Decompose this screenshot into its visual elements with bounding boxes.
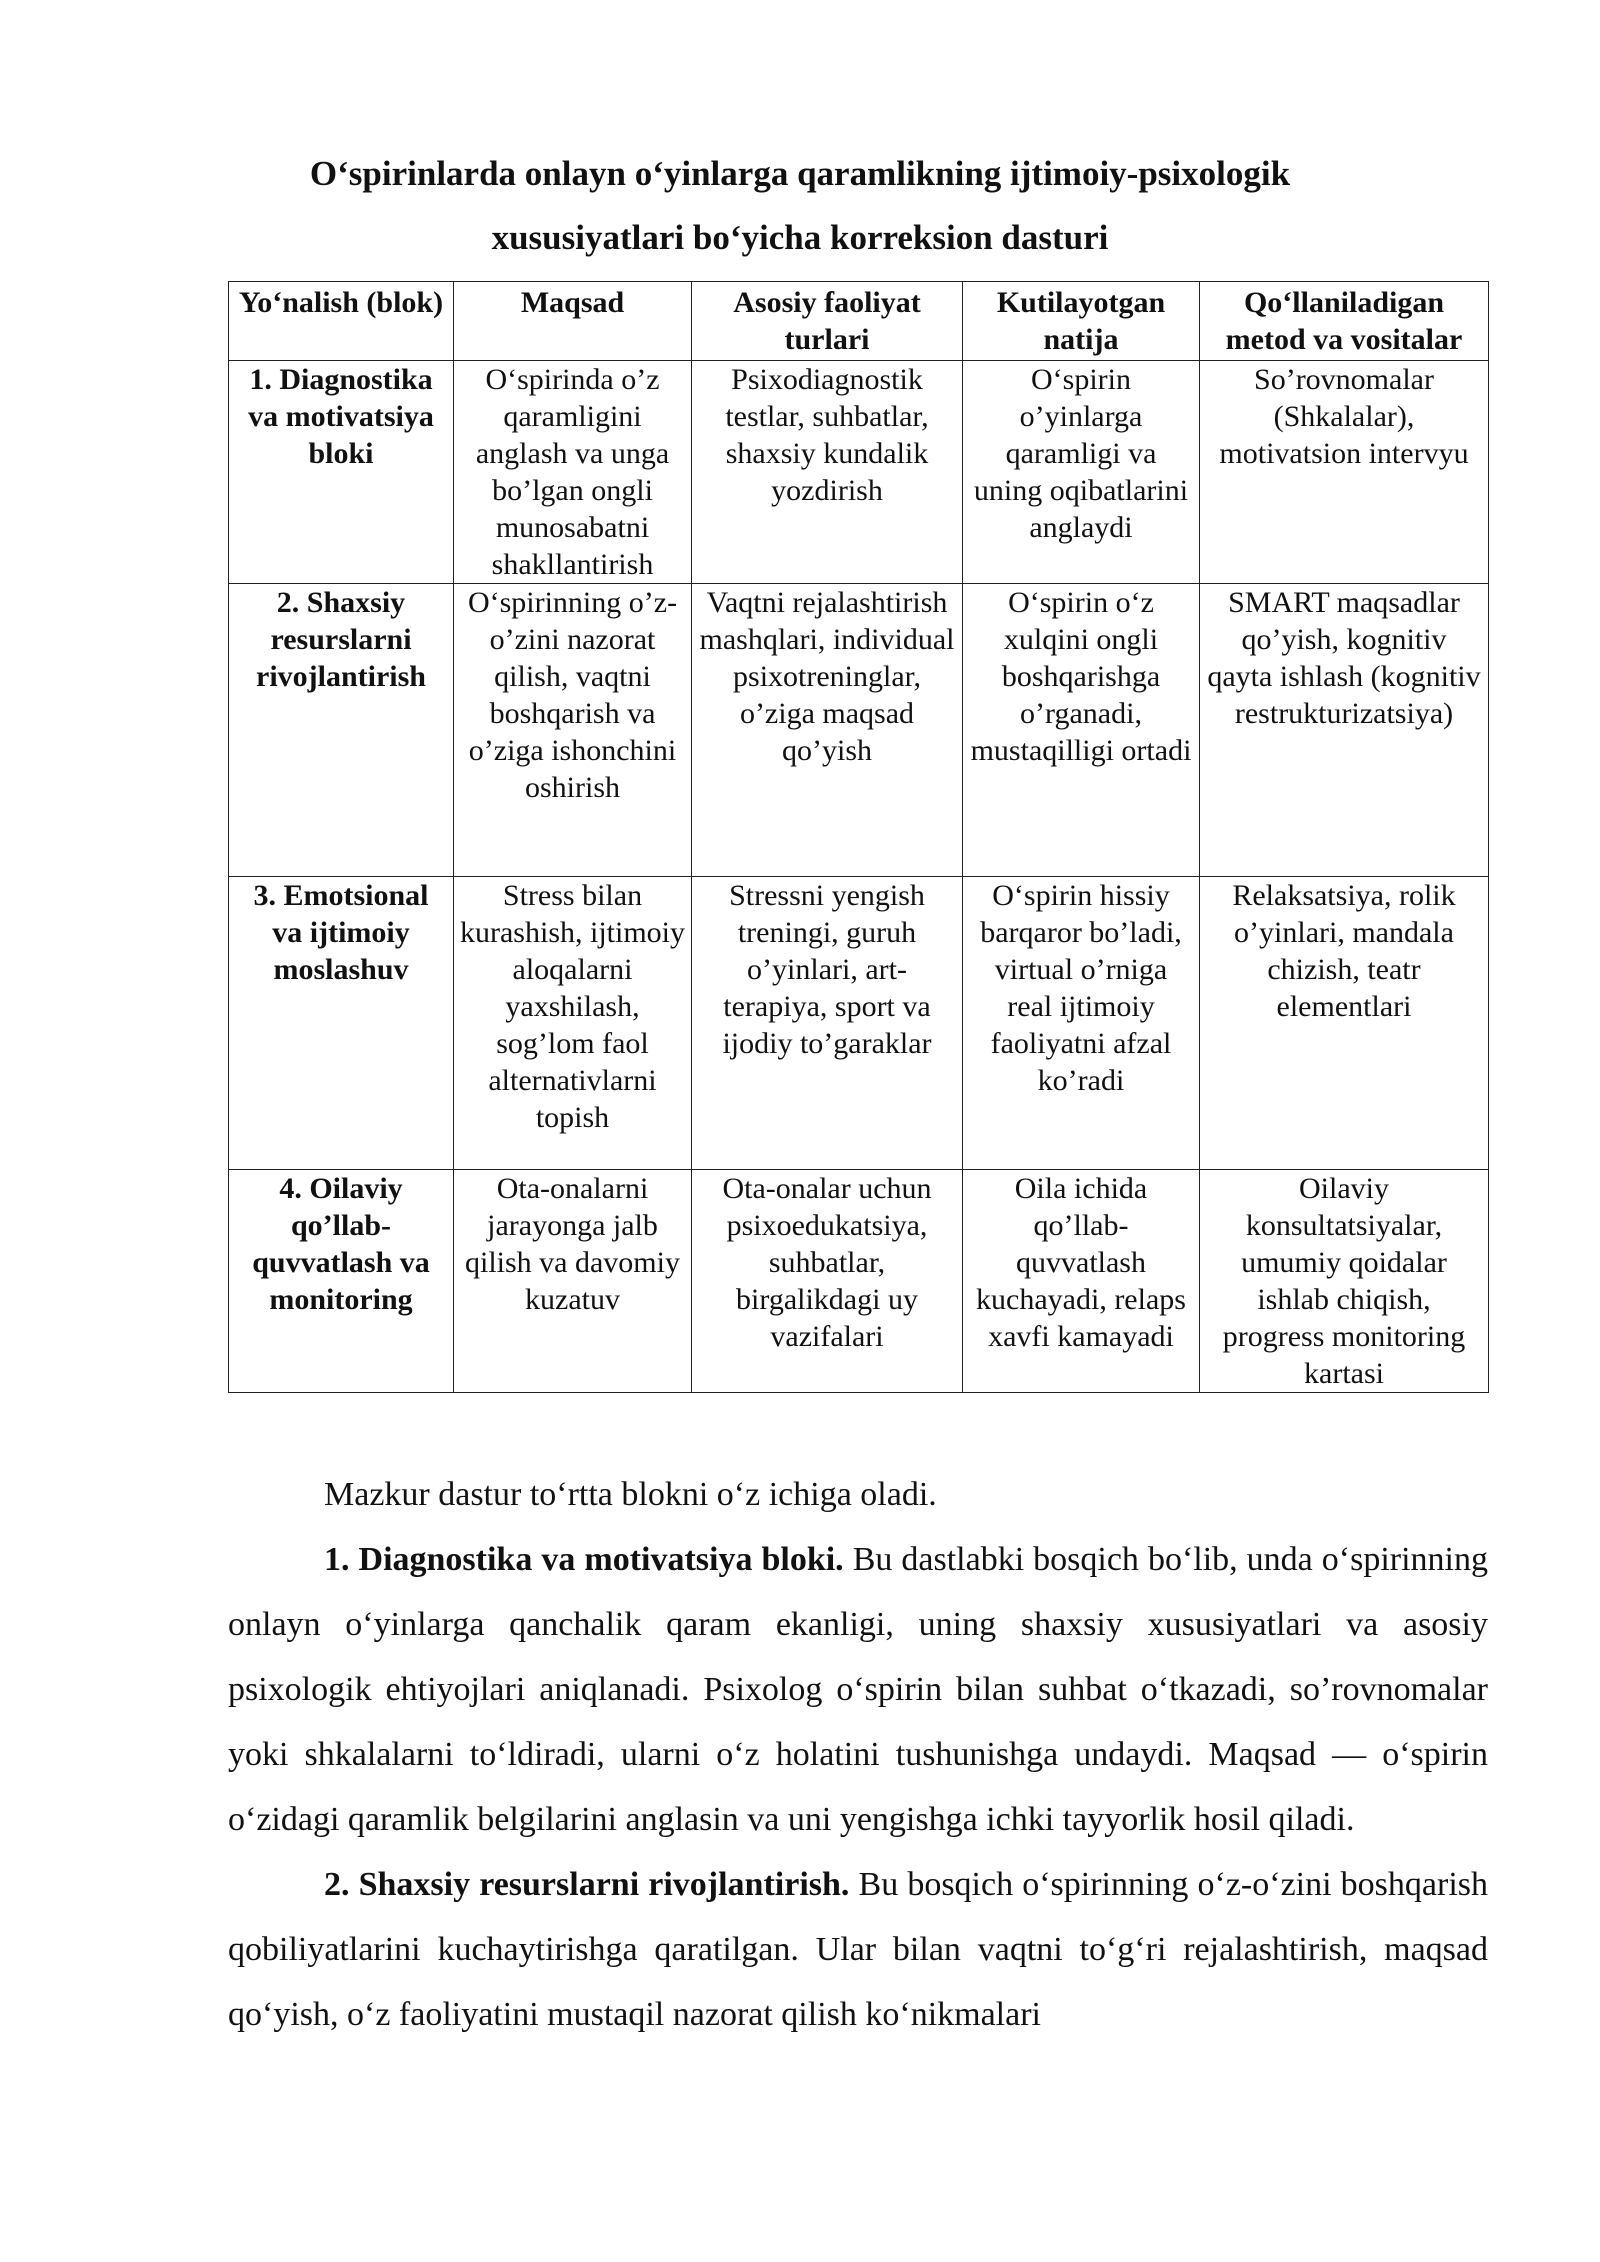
table-row bbox=[229, 1170, 1489, 1393]
body-text bbox=[228, 1462, 1488, 2047]
cell-block: 4. Oilaviy qo’llab-quvvatlash va monitoring bbox=[229, 1170, 454, 1393]
cell-goal: Stress bilan kurashish, ijtimoiy aloqalarni yaxshilash, sog’lom faol alternativlarni topish bbox=[454, 877, 692, 1170]
block-1-heading: 1. Diagnostika va motivatsiya bloki. bbox=[324, 1541, 844, 1578]
header-activities: Asosiy faoliyat turlari bbox=[692, 282, 963, 361]
title-line-1: O‘spirinlarda onlayn o‘yinlarga qaramlikning ijtimoiy-psixologik bbox=[309, 154, 1291, 193]
cell-goal: O‘spirinda o’z qaramligini anglash va unga bo’lgan ongli munosabatni shakllantirish bbox=[454, 361, 692, 584]
program-table bbox=[228, 281, 1489, 1393]
cell-block: 2. Shaxsiy resurslarni rivojlantirish bbox=[229, 584, 454, 877]
cell-activities: Ota-onalar uchun psixoedukatsiya, suhbatlar, birgalikdagi uy vazifalari bbox=[692, 1170, 963, 1393]
cell-goal: O‘spirinning o’z-o’zini nazorat qilish, vaqtni boshqarish va o’ziga ishonchini oshirish bbox=[454, 584, 692, 877]
cell-block: 1. Diagnostika va motivatsiya bloki bbox=[229, 361, 454, 584]
cell-result: O‘spirin hissiy barqaror bo’ladi, virtual o’rniga real ijtimoiy faoliyatni afzal ko’radi bbox=[963, 877, 1200, 1170]
cell-result: O‘spirin o‘z xulqini ongli boshqarishga o’rganadi, mustaqilligi ortadi bbox=[963, 584, 1200, 877]
table-row bbox=[229, 361, 1489, 584]
paragraph-intro bbox=[228, 1462, 1488, 1527]
cell-activities: Vaqtni rejalashtirish mashqlari, individual psixotreninglar, o’ziga maqsad qo’yish bbox=[692, 584, 963, 877]
cell-activities: Stressni yengish treningi, guruh o’yinlari, art-terapiya, sport va ijodiy to’garaklar bbox=[692, 877, 963, 1170]
block-1-text: Bu dastlabki bosqich bo‘lib, unda o‘spirinning onlayn o‘yinlarga qanchalik qaram ekanligi, uning shaxsiy xususiyatlari va asosiy psixologik ehtiyojlari aniqlanadi. Psixolog o‘spirin bilan suhbat o‘tkazadi, so’rovnomalar yoki shkalalarni to‘ldiradi, ularni o‘z holatini tushunishga undaydi. Maqsad — o‘spirin o‘zidagi qaramlik belgilarini anglasin va uni yengishga ichki tayyorlik hosil qiladi. bbox=[228, 1541, 1488, 1838]
header-methods: Qo‘llaniladigan metod va vositalar bbox=[1200, 282, 1489, 361]
paragraph-block-1 bbox=[228, 1527, 1488, 1852]
header-goal: Maqsad bbox=[454, 282, 692, 361]
title-line-2: xususiyatlari bo‘yicha korreksion dasturi bbox=[491, 218, 1109, 257]
cell-methods: So’rovnomalar (Shkalalar), motivatsion intervyu bbox=[1200, 361, 1489, 584]
paragraph-block-2 bbox=[228, 1852, 1488, 2047]
intro-text: Mazkur dastur to‘rtta blokni o‘z ichiga oladi. bbox=[324, 1476, 937, 1513]
header-block: Yo‘nalish (blok) bbox=[229, 282, 454, 361]
cell-result: O‘spirin o’yinlarga qaramligi va uning oqibatlarini anglaydi bbox=[963, 361, 1200, 584]
block-2-heading: 2. Shaxsiy resurslarni rivojlantirish. bbox=[324, 1866, 850, 1903]
cell-goal: Ota-onalarni jarayonga jalb qilish va davomiy kuzatuv bbox=[454, 1170, 692, 1393]
document-title bbox=[230, 142, 1370, 270]
cell-result: Oila ichida qo’llab-quvvatlash kuchayadi, relaps xavfi kamayadi bbox=[963, 1170, 1200, 1393]
table-row bbox=[229, 584, 1489, 877]
table-row bbox=[229, 877, 1489, 1170]
block-2-text: Bu bosqich o‘spirinning o‘z-o‘zini boshqarish qobiliyatlarini kuchaytirishga qaratilgan. Ular bilan vaqtni to‘g‘ri rejalashtirish, maqsad qo‘yish, o‘z faoliyatini mustaqil nazorat qilish ko‘nikmalari bbox=[228, 1866, 1488, 2033]
cell-block: 3. Emotsional va ijtimoiy moslashuv bbox=[229, 877, 454, 1170]
header-result: Kutilayotgan natija bbox=[963, 282, 1200, 361]
cell-methods: SMART maqsadlar qo’yish, kognitiv qayta ishlash (kognitiv restrukturizatsiya) bbox=[1200, 584, 1489, 877]
table-header-row bbox=[229, 282, 1489, 361]
cell-methods: Relaksatsiya, rolik o’yinlari, mandala chizish, teatr elementlari bbox=[1200, 877, 1489, 1170]
cell-methods: Oilaviy konsultatsiyalar, umumiy qoidalar ishlab chiqish, progress monitoring kartasi bbox=[1200, 1170, 1489, 1393]
cell-activities: Psixodiagnostik testlar, suhbatlar, shaxsiy kundalik yozdirish bbox=[692, 361, 963, 584]
